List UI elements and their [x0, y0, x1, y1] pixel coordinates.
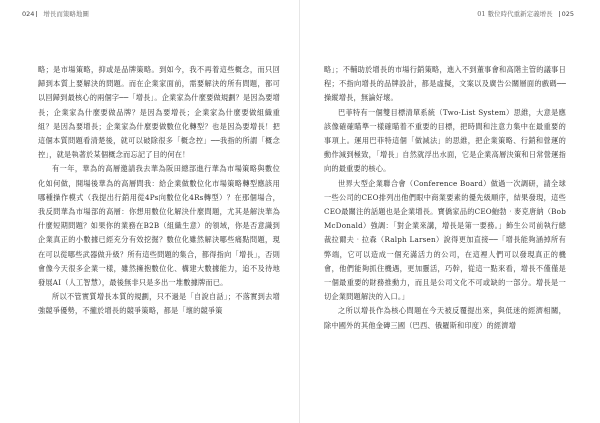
- paragraph: 世界大型企業聯合會（Conference Board）做過一次調研，請全球一些公司的CEO排列出他們眼中商業要素的優先級順序，結果發現，這些CEO最關注的話題也是企業增長。寶僑家品的CEO鮑勃‧麥克唐納（Bob McDonald）強調：「對企業來講，增長是第一要務。」飾生公司前執行總裁拉爾夫‧拉森（Ralph Larsen）說得更加直接──「增長能夠涵掉所有弊端，它可以造成一個充滿活力的公司，在這裡人們可以發現真正的機會，他們能夠抓住機遇，更加靈活，巧幹，從這一點來看，增長不僅僅是一個最重要的財務推動力，而且是公司文化不可或缺的一部分。增長是一切企業問題解決的入口。」: [324, 178, 566, 302]
- paragraph: 略；是市場策略，抑或是品牌策略。到如今，我不再着這些概念，而只回歸到本質上要解決的問題。而在企業家面前，需要解決的所有問題，都可以回歸到最核心的兩個字──「增長」。企業家為什麼要做規劃？是因為要增長；企業家為什麼要做品牌？是因為要增長；企業家為什麼要做組織重組？是因為要增長；企業家為什麼要做數位化轉型？也是因為要增長！把這個本質問題看清楚後，就可以破除很多「概念控」──我指的所謂「概念控」，就是執著於某個概念而忘記了目的何在！: [38, 65, 280, 160]
- paragraph: 之所以增長作為核心問題在今天被反覆提出來，與低迷的經濟相關，除中國外的其他金磚三國（巴西、俄羅斯和印度）的經濟增: [324, 306, 566, 330]
- paragraph: 所以不管實質增長本質的規劃，只不過是「自說自話」；不落實到去增強競爭優勢，不攏於增長的競爭策略，都是「壞的競爭策: [38, 292, 280, 316]
- right-page: [300, 0, 600, 423]
- body-text: [324, 63, 566, 333]
- running-head: 01 數位時代重新定義增長: [477, 10, 553, 18]
- header-divider: [36, 11, 37, 17]
- body-text: [38, 63, 280, 319]
- page-header: [22, 9, 93, 21]
- paragraph: 略」；不輔助於增長的市場行銷策略，進入不到董事會和高階主管的議事日程；不指向增長的品牌設計，都是虛擬，文案以及廣告公關層面的戲碼──操縱增長，無論好壞。: [324, 65, 566, 103]
- page-number: 024: [22, 10, 35, 18]
- header-divider: [559, 11, 560, 17]
- page-header: [473, 9, 574, 21]
- paragraph: 有一年，華為的高層邀請我去華為阪田總部進行華為市場策略與數位化如何做，開場後華為的高層問我：給企業做數位化市場策略轉型應該用哪種操作模式（我提出行銷用從4Ps向數位化4Rs轉型）？在那個場合，我反問華為市場部的高層：你想用數位化解決什麼問題，尤其是解決華為什麼短期問題？如果你的業務在B2B（組織生意）的領域，你是否意識到企業真正的小數據已經充分有效挖掘？數位化雖然解決哪些痛點問題，現在可以從哪些武器做升級？所有這些問題的集合，都得指向「增長」，否則會像今天很多企業一樣，雖然擁抱數位化、構建大數據能力，追不及待地發展AI（人工智慧），最後無非只是多出一堆數據牌而已。: [38, 164, 280, 288]
- page-number: 025: [561, 10, 574, 18]
- running-head: 增長而策略地圖: [43, 10, 89, 18]
- paragraph: 巴菲特有一個雙目標清單系統（Two-List System）思維，大意是應該像確確瞄準一樣確瞄着不重要的目標，把時間和注意力集中在最重要的事項上。運用巴菲特這個「做減法」的思維，把企業策略、行銷和營運的動作減到極致，「增長」自然就浮出水面，它是企業高層決策和日常營運指向的最重要的核心。: [324, 107, 566, 174]
